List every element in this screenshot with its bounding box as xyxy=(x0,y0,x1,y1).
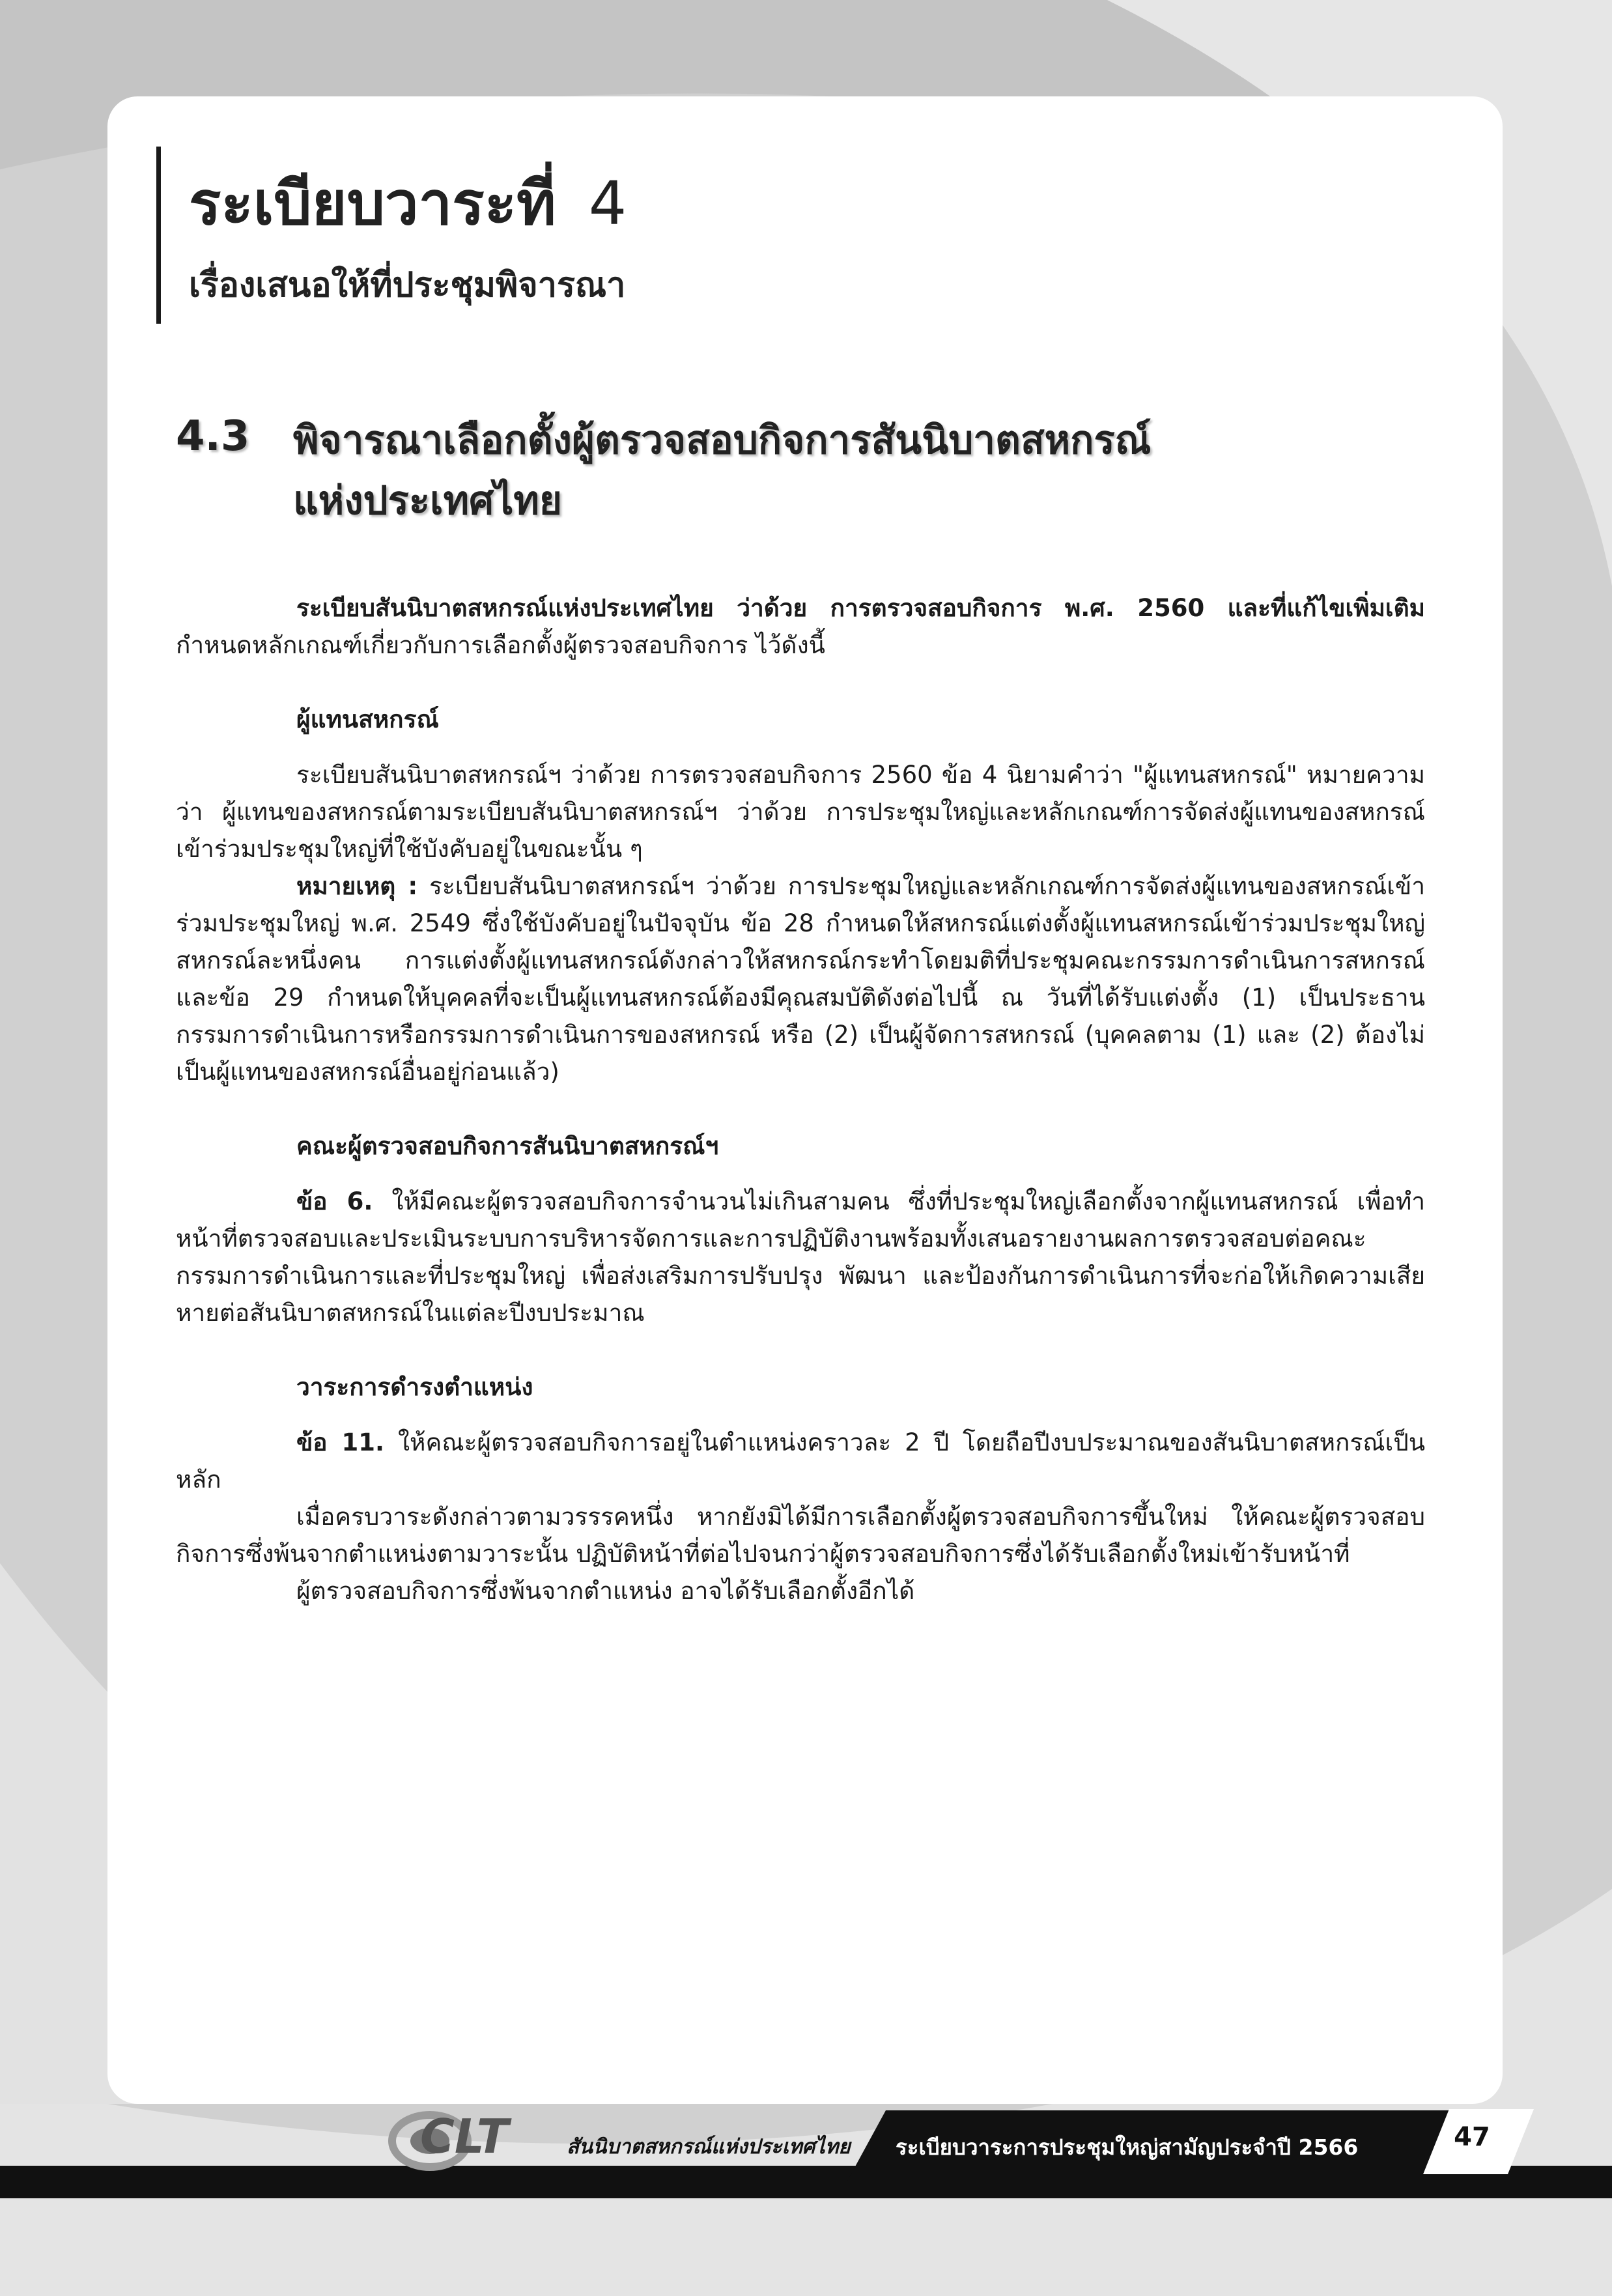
agenda-subtitle: เรื่องเสนอให้ที่ประชุมพิจารณา xyxy=(189,266,626,305)
intro-bold-lead: ระเบียบสันนิบาตสหกรณ์แห่งประเทศไทย ว่าด้วย การตรวจสอบกิจการ พ.ศ. 2560 และที่แก้ไขเพิ่มเติม xyxy=(296,594,1425,622)
intro-paragraph xyxy=(176,589,1425,664)
body-content xyxy=(176,589,1425,1609)
clause-11-label: ข้อ 11. xyxy=(296,1428,385,1456)
committee-clause xyxy=(176,1183,1425,1331)
section-title-line2: แห่งประเทศไทย xyxy=(293,478,563,524)
section-number: 4.3 xyxy=(176,412,250,461)
clause-6-label: ข้อ 6. xyxy=(296,1187,373,1215)
note-text: ระเบียบสันนิบาตสหกรณ์ฯ ว่าด้วย การประชุมใหญ่และหลักเกณฑ์การจัดส่งผู้แทนของสหกรณ์เข้าร่วมประชุมใหญ่ พ.ศ. 2549 ซึ่งใช้บังคับอยู่ในปัจจุบัน ข้อ 28 กำหนดให้สหกรณ์แต่งตั้งผู้แทนสหกรณ์เข้าร่วมประชุมใหญ่สหกรณ์ละหนึ่งคน การแต่งตั้งผู้แทนสหกรณ์ดังกล่าวให้สหกรณ์กระทำโดยมติที่ประชุมคณะกรรมการดำเนินการสหกรณ์ และข้อ 29 กำหนดให้บุคคลที่จะเป็นผู้แทนสหกรณ์ต้องมีคุณสมบัติดังต่อไปนี้ ณ วันที่ได้รับแต่งตั้ง (1) เป็นประธานกรรมการดำเนินการหรือกรรมการดำเนินการของสหกรณ์ หรือ (2) เป็นผู้จัดการสหกรณ์ (บุคคลตาม (1) และ (2) ต้องไม่เป็นผู้แทนของสหกรณ์อื่นอยู่ก่อนแล้ว) xyxy=(176,872,1425,1086)
note-label: หมายเหตุ : xyxy=(296,872,418,900)
committee-heading: คณะผู้ตรวจสอบกิจการสันนิบาตสหกรณ์ฯ xyxy=(296,1132,719,1160)
page-number: 47 xyxy=(1454,2122,1490,2152)
agenda-number: 4 xyxy=(588,169,627,238)
section-title-line1: พิจารณาเลือกตั้งผู้ตรวจสอบกิจการสันนิบาตสหกรณ์ xyxy=(293,418,1152,463)
intro-text: กำหนดหลักเกณฑ์เกี่ยวกับการเลือกตั้งผู้ตรวจสอบกิจการ ไว้ดังนี้ xyxy=(176,631,825,659)
clt-logo-text: CLT xyxy=(420,2109,509,2164)
footer-doc-title: ระเบียบวาระการประชุมใหญ่สามัญประจำปี 2566 xyxy=(896,2134,1359,2160)
agenda-label: ระเบียบวาระที่ xyxy=(189,169,556,238)
term-clause xyxy=(176,1424,1425,1498)
representative-note xyxy=(176,868,1425,1090)
clt-logo-icon xyxy=(384,2107,560,2172)
term-paragraph-2: เมื่อครบวาระดังกล่าวตามวรรรคหนึ่ง หากยังมิได้มีการเลือกตั้งผู้ตรวจสอบกิจการขึ้นใหม่ ให้คณะผู้ตรวจสอบกิจการซึ่งพ้นจากตำแหน่งตามวาระนั้น ปฏิบัติหน้าที่ต่อไปจนกว่าผู้ตรวจสอบกิจการซึ่งได้รับเลือกตั้งใหม่เข้ารับหน้าที่ xyxy=(176,1503,1425,1568)
clt-logo xyxy=(384,2107,560,2175)
representative-paragraph: ระเบียบสันนิบาตสหกรณ์ฯ ว่าด้วย การตรวจสอบกิจการ 2560 ข้อ 4 นิยามคำว่า "ผู้แทนสหกรณ์" หมายความว่า ผู้แทนของสหกรณ์ตามระเบียบสันนิบาตสหกรณ์ฯ ว่าด้วย การประชุมใหญ่และหลักเกณฑ์การจัดส่งผู้แทนของสหกรณ์เข้าร่วมประชุมใหญ่ที่ใช้บังคับอยู่ในขณะนั้น ๆ xyxy=(176,761,1425,863)
agenda-title xyxy=(189,171,627,236)
agenda-accent-bar xyxy=(156,147,161,324)
term-heading: วาระการดำรงตำแหน่ง xyxy=(296,1373,533,1401)
term-paragraph-3: ผู้ตรวจสอบกิจการซึ่งพ้นจากตำแหน่ง อาจได้รับเลือกตั้งอีกได้ xyxy=(296,1577,915,1605)
clause-11-text: ให้คณะผู้ตรวจสอบกิจการอยู่ในตำแหน่งคราวละ 2 ปี โดยถือปีงบประมาณของสันนิบาตสหกรณ์เป็นหลัก xyxy=(176,1428,1425,1494)
footer-org-name: สันนิบาตสหกรณ์แห่งประเทศไทย xyxy=(567,2135,851,2159)
section-title xyxy=(293,410,1452,531)
clause-6-text: ให้มีคณะผู้ตรวจสอบกิจการจำนวนไม่เกินสามคน ซึ่งที่ประชุมใหญ่เลือกตั้งจากผู้แทนสหกรณ์ เพื่อทำหน้าที่ตรวจสอบและประเมินระบบการบริหารจัดการและการปฏิบัติงานพร้อมทั้งเสนอรายงานผลการตรวจสอบต่อคณะกรรมการดำเนินการและที่ประชุมใหญ่ เพื่อส่งเสริมการปรับปรุง พัฒนา และป้องกันการดำเนินการที่จะก่อให้เกิดความเสียหายต่อสันนิบาตสหกรณ์ในแต่ละปีงบประมาณ xyxy=(176,1187,1425,1327)
representative-heading: ผู้แทนสหกรณ์ xyxy=(296,705,439,733)
